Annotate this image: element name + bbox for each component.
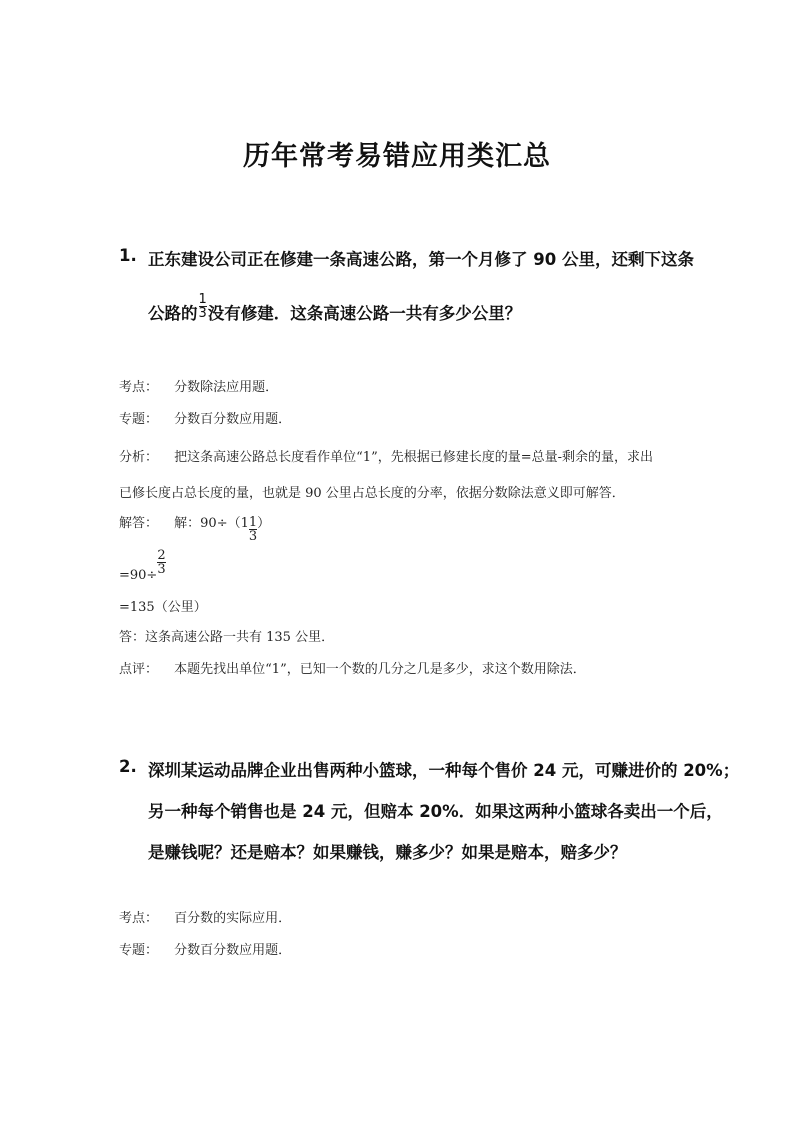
fraction-denominator: 3 <box>157 562 166 577</box>
question-number: 1. <box>119 246 137 265</box>
jieda-row <box>119 510 271 544</box>
page-title: 历年常考易错应用类汇总 <box>243 141 551 172</box>
fenxi-line-1: 把这条高速公路总长度看作单位“1”，先根据已修建长度的量=总量-剩余的量，求出 <box>174 450 654 465</box>
dianping-value: 本题先找出单位“1”，已知一个数的几分之几是多少，求这个数用除法． <box>174 662 586 677</box>
question-text-line-1: 深圳某运动品牌企业出售两种小篮球，一种每个售价 24 元，可赚进价的 20%； <box>148 761 740 780</box>
fenxi-line-2: 已修长度占总长度的量，也就是 90 公里占总长度的分率，依据分数除法意义即可解答． <box>119 486 625 501</box>
jieda-label: 解答： <box>119 516 159 531</box>
fraction-numerator: 1 <box>198 292 207 307</box>
fraction-numerator: 1 <box>248 515 258 530</box>
zhuanti-value: 分数百分数应用题． <box>174 943 292 958</box>
jieda-step-2 <box>119 548 166 583</box>
kaodian-row <box>119 907 291 926</box>
dianping-row <box>119 658 586 677</box>
fraction-numerator: 2 <box>157 548 166 563</box>
kaodian-row <box>119 376 278 395</box>
fenxi-label: 分析： <box>119 450 159 465</box>
kaodian-value: 百分数的实际应用． <box>174 911 292 926</box>
zhuanti-row <box>119 939 291 958</box>
dianping-label: 点评： <box>119 662 159 677</box>
question-text-line-1: 正东建设公司正在修建一条高速公路，第一个月修了 90 公里，还剩下这条 <box>148 250 694 269</box>
zhuanti-label: 专题： <box>119 943 159 958</box>
fraction <box>199 293 207 320</box>
question-text-line-2: 另一种每个销售也是 24 元，但赔本 20%．如果这两种小篮球各卖出一个后， <box>148 802 723 821</box>
jieda-step-3: =135（公里） <box>119 600 207 615</box>
jieda-step-1: 解：90÷（1 <box>174 516 249 531</box>
kaodian-value: 分数除法应用题． <box>174 380 279 395</box>
jieda-step-2-text: =90÷ <box>119 568 158 583</box>
fraction-denominator: 3 <box>198 306 207 321</box>
question-text-segment: 没有修建．这条高速公路一共有多少公里？ <box>207 304 522 323</box>
answer-line: 答：这条高速公路一共有 135 公里． <box>119 630 335 645</box>
question-number: 2. <box>119 757 137 776</box>
zhuanti-row <box>119 408 291 427</box>
zhuanti-label: 专题： <box>119 412 159 427</box>
question-text-line-2 <box>148 292 522 328</box>
question-text-segment: 公路的 <box>148 304 198 323</box>
zhuanti-value: 分数百分数应用题． <box>174 412 292 427</box>
fraction <box>157 549 165 576</box>
jieda-step-1-close: ） <box>257 516 271 531</box>
question-text-line-3: 是赚钱呢？还是赔本？如果赚钱，赚多少？如果是赔本，赔多少？ <box>148 843 627 862</box>
kaodian-label: 考点： <box>119 380 159 395</box>
fraction <box>249 516 257 543</box>
kaodian-label: 考点： <box>119 911 159 926</box>
fenxi-row <box>119 446 653 465</box>
fraction-denominator: 3 <box>248 529 258 544</box>
